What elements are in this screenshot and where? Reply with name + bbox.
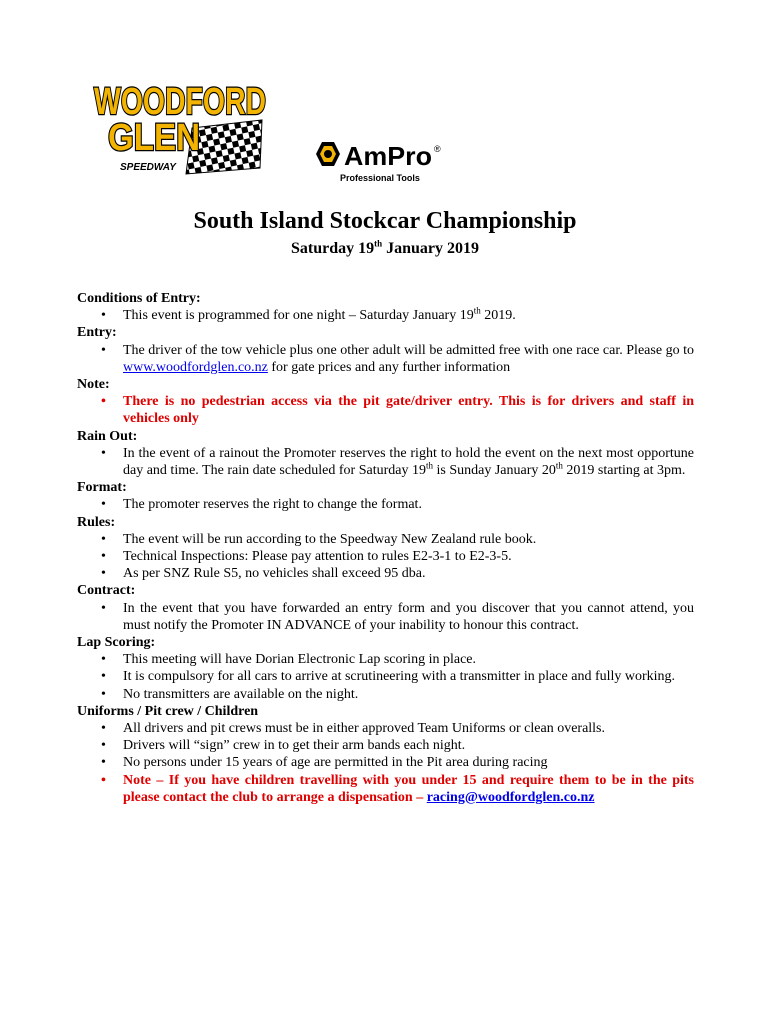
list-item: • No transmitters are available on the night. [77, 686, 694, 703]
list-item: • The event will be run according to the Speedway New Zealand rule book. [77, 531, 694, 548]
list-item: • All drivers and pit crews must be in either approved Team Uniforms or clean overalls. [77, 720, 694, 737]
heading-rules: Rules: [77, 514, 116, 530]
list-item: • No persons under 15 years of age are permitted in the Pit area during racing [77, 754, 694, 771]
list-entry [77, 342, 694, 376]
heading-note: Note: [77, 377, 110, 393]
list-item: • The driver of the tow vehicle plus one other adult will be admitted free with one race car. Please go to www.woodfordglen.co.nz for gate prices and any further information [77, 342, 694, 376]
ampro-tagline: Professional Tools [340, 173, 420, 183]
warning-item: • Note – If you have children travelling with you under 15 and require them to be in the pits please contact the club to arrange a dispensation – racing@woodfordglen.co.nz [77, 772, 694, 806]
list-format [77, 496, 694, 513]
page-title: South Island Stockcar Championship [193, 208, 577, 234]
list-item: • This event is programmed for one night – Saturday January 19th 2019. [77, 307, 694, 324]
heading-entry: Entry: [77, 325, 117, 341]
list-uniforms [77, 720, 694, 806]
list-item: • Drivers will “sign” crew in to get their arm bands each night. [77, 737, 694, 754]
heading-conditions: Conditions of Entry: [77, 291, 201, 306]
list-note [77, 393, 694, 427]
registered-mark: ® [434, 144, 441, 154]
heading-uniforms: Uniforms / Pit crew / Children [77, 703, 259, 719]
list-rain-out [77, 445, 694, 479]
list-item: • It is compulsory for all cars to arrive at scrutineering with a transmitter in place and fully working. [77, 668, 694, 685]
heading-contract: Contract: [77, 583, 136, 599]
hex-nut-icon [316, 142, 340, 166]
list-item: • Technical Inspections: Please pay attention to rules E2-3-1 to E2-3-5. [77, 548, 694, 565]
website-link[interactable]: www.woodfordglen.co.nz [123, 359, 268, 375]
list-lap-scoring [77, 651, 694, 703]
woodford-text: WOODFORD [94, 81, 266, 123]
email-link[interactable]: racing@woodfordglen.co.nz [426, 789, 595, 805]
list-conditions [77, 307, 694, 324]
list-item: • As per SNZ Rule S5, no vehicles shall exceed 95 dba. [77, 565, 694, 582]
list-item: • In the event that you have forwarded an entry form and you discover that you cannot attend, you must notify the Promoter IN ADVANCE of your inability to honour this contract. [77, 600, 694, 634]
conditions-document [77, 290, 694, 806]
list-item: • The promoter reserves the right to change the format. [77, 496, 694, 513]
ampro-name: AmPro [344, 141, 432, 171]
speedway-text: SPEEDWAY [120, 162, 176, 173]
list-contract [77, 600, 694, 634]
woodford-glen-logo [90, 80, 270, 175]
heading-rain-out: Rain Out: [77, 428, 138, 444]
list-rules [77, 531, 694, 583]
event-date: Saturday 19th January 2019 [290, 238, 480, 257]
heading-lap-scoring: Lap Scoring: [77, 635, 156, 651]
warning-item: • There is no pedestrian access via the pit gate/driver entry. This is for drivers and staff in vehicles only [77, 393, 694, 427]
list-item: • This meeting will have Dorian Electronic Lap scoring in place. [77, 651, 694, 668]
glen-text: GLEN [108, 117, 200, 159]
ampro-logo [308, 138, 448, 184]
heading-format: Format: [77, 480, 127, 496]
list-item: • In the event of a rainout the Promoter reserves the right to hold the event on the next most opportune day and time. The rain date scheduled for Saturday 19th is Sunday January 20th 2019 starting at 3pm. [77, 445, 694, 479]
